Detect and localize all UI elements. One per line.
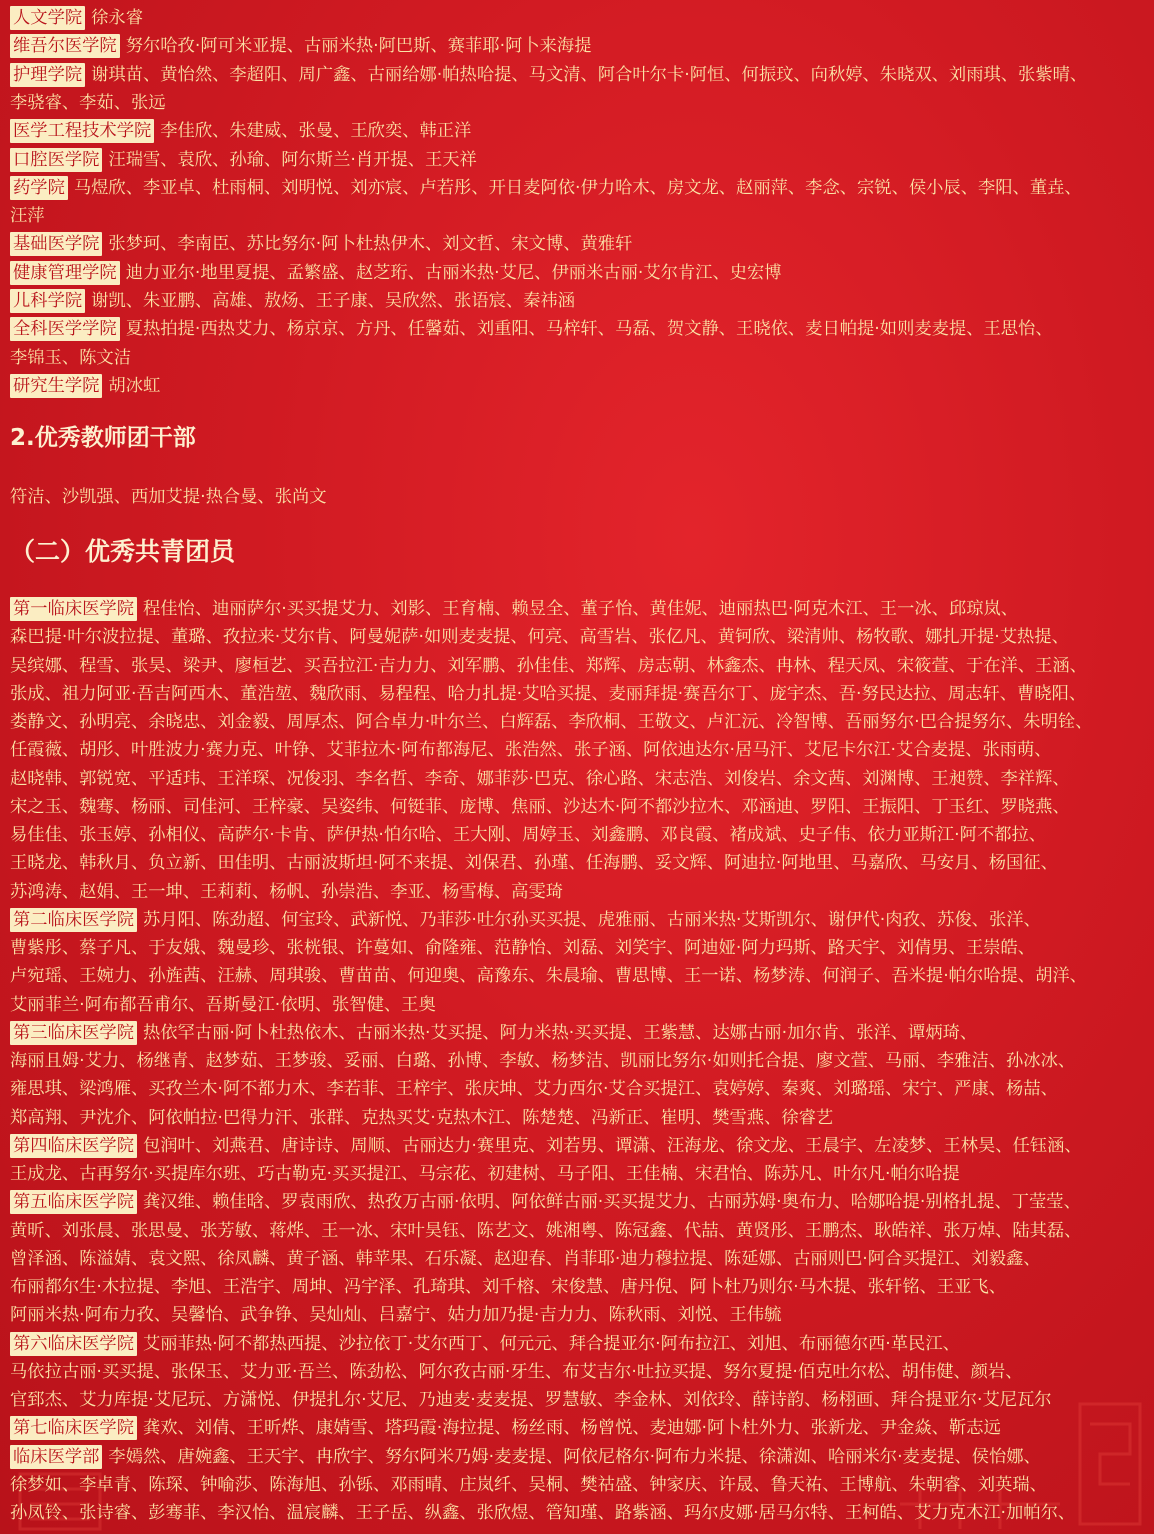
text-line (10, 962, 1148, 990)
name-list: 艾丽菲热·阿不都热西提、沙拉依丁·艾尔西丁、何元元、拜合提亚尔·阿布拉江、刘旭、布丽德尔西·革民江、 (142, 1333, 960, 1354)
text-line (10, 61, 1148, 89)
text-line (10, 1217, 1148, 1245)
college-tag: 全科医学学院 (10, 317, 120, 341)
text-line (10, 1358, 1148, 1386)
name-list: 易佳佳、张玉婷、孙相仪、高萨尔·卡肯、萨伊热·怕尔哈、王大刚、周婷玉、刘鑫鹏、邓良霞、褚成斌、史子伟、依力亚斯江·阿不都拉、 (10, 825, 1047, 845)
text-line (10, 765, 1148, 793)
college-tag: 第七临床医学院 (10, 1416, 137, 1440)
text-line (10, 708, 1148, 736)
name-list: 吴缤娜、程雪、张昊、梁尹、廖桓艺、买吾拉江·吉力力、刘军鹏、孙佳佳、郑辉、房志朝、林鑫杰、冉林、程天凤、宋筱萱、于在洋、王涵、 (10, 655, 1087, 676)
college-tag: 研究生学院 (10, 374, 102, 398)
text-line (10, 315, 1148, 343)
name-list: 胡冰虹 (108, 375, 161, 396)
college-tag: 人文学院 (10, 6, 85, 30)
text-line (10, 202, 1148, 230)
college-tag: 第四临床医学院 (10, 1134, 137, 1158)
text-line (10, 1443, 1148, 1471)
text-line (10, 1047, 1148, 1075)
college-tag: 临床医学部 (10, 1445, 102, 1469)
name-list: 徐永睿 (91, 8, 143, 28)
college-tag: 第六临床医学院 (10, 1332, 137, 1356)
text-line (10, 32, 1148, 60)
text-line (10, 878, 1148, 906)
college-tag: 医学工程技术学院 (10, 119, 154, 143)
teacher-cadres-names: 符洁、沙凯强、西加艾提·热合曼、张尚文 (10, 487, 327, 507)
name-list: 龚汉维、赖佳晗、罗袁雨欣、热孜万古丽·依明、阿依鲜古丽·买买提艾力、古丽苏姆·奥布力、哈娜哈提·别格扎提、丁莹莹、 (142, 1192, 1081, 1213)
text-line (10, 623, 1148, 651)
name-list: 汪萍 (10, 206, 45, 227)
text-line (10, 595, 1148, 623)
name-list: 谢凯、朱亚鹏、高雄、敖炀、王子康、吴欣然、张语宸、秦祎涵 (91, 291, 576, 311)
name-list: 苏鸿涛、赵娟、王一坤、王莉莉、杨帆、孙崇浩、李亚、杨雪梅、高雯琦 (10, 881, 564, 902)
text-line (10, 821, 1148, 849)
text-line (10, 849, 1148, 877)
college-tag: 第一临床医学院 (10, 597, 137, 621)
text-line (10, 652, 1148, 680)
text-line (10, 230, 1148, 258)
name-list: 官郅杰、艾力库提·艾尼玩、方潇悦、伊提扎尔·艾尼、乃迪麦·麦麦提、罗慧敏、李金林、刘依玲、薛诗韵、杨栩画、拜合提亚尔·艾尼瓦尔 (10, 1390, 1052, 1410)
college-tag: 维吾尔医学院 (10, 34, 120, 58)
text-line (10, 1019, 1148, 1047)
name-list: 卢宛瑶、王婉力、孙旌茜、汪赫、周琪骏、曹苗苗、何迎奥、高豫东、朱晨瑜、曹思博、王一诺、杨梦涛、何润子、吾米提·帕尔哈提、胡洋、 (10, 966, 1087, 987)
name-list: 阿丽米热·阿布力孜、吴馨怡、武争铮、吴灿灿、吕嘉宁、姑力加乃提·吉力力、陈秋雨、刘悦、王伟毓 (10, 1305, 782, 1326)
college-tag: 第三临床医学院 (10, 1021, 137, 1045)
text-line (10, 146, 1148, 174)
text-line (10, 793, 1148, 821)
name-list: 迪力亚尔·地里夏提、孟繁盛、赵芝珩、古丽米热·艾尼、伊丽米古丽·艾尔肯江、史宏博 (125, 262, 782, 283)
name-list: 张成、祖力阿亚·吾吉阿西木、董浩堃、魏欣雨、易程程、哈力扎提·艾哈买提、麦丽拜提·赛吾尔丁、庞宇杰、吾·努民达拉、周志轩、曹晓阳、 (10, 683, 1087, 704)
text-line (10, 1414, 1148, 1442)
section-heading-teacher-cadres: 2.优秀教师团干部 (10, 425, 196, 451)
name-list: 张梦珂、李南臣、苏比努尔·阿卜杜热伊木、刘文哲、宋文博、黄雅轩 (108, 234, 633, 255)
text-line (10, 1273, 1148, 1301)
name-list: 曹紫彤、蔡子凡、于友娥、魏曼珍、张桄银、许蔓如、俞隆雍、范静怡、刘磊、刘笑宇、阿迪娅·阿力玛斯、路天宇、刘倩男、王崇皓、 (10, 938, 1036, 958)
name-list: 汪瑞雪、袁欣、孙瑜、阿尔斯兰·肖开提、王天祥 (108, 149, 477, 170)
name-list: 夏热拍提·西热艾力、杨京京、方丹、任馨茹、刘重阳、马梓轩、马磊、贺文静、王晓依、麦日帕提·如则麦麦提、王思怡、 (125, 319, 1053, 340)
text-line (10, 117, 1148, 145)
name-list: 艾丽菲兰·阿布都吾甫尔、吾斯曼江·依明、张智健、王奥 (10, 994, 436, 1015)
text-line (10, 906, 1148, 934)
name-list: 热依罕古丽·阿卜杜热依木、古丽米热·艾买提、阿力米热·买买提、王紫慧、达娜古丽·加尔肯、张洋、谭炳琦、 (142, 1022, 978, 1043)
name-list: 包润叶、刘燕君、唐诗诗、周顺、古丽达力·赛里克、刘若男、谭潇、汪海龙、徐文龙、王晨宇、左凌梦、王林昊、任钰涵、 (142, 1135, 1082, 1156)
college-tag: 第二临床医学院 (10, 908, 137, 932)
text-line (10, 287, 1148, 315)
text-line (10, 1104, 1148, 1132)
name-list: 郑高翔、尹沈介、阿依帕拉·巴得力汗、张群、克热买艾·克热木江、陈楚楚、冯新正、崔明、樊雪燕、徐睿艺 (10, 1107, 834, 1128)
name-list: 任霞薇、胡彤、叶胜波力·赛力克、叶铮、艾菲拉木·阿布都海尼、张浩然、张子涵、阿依迪达尔·居马汗、艾尼卡尔江·艾合麦提、张雨萌、 (10, 740, 1052, 761)
name-list: 李嫣然、唐婉鑫、王天宇、冉欣宇、努尔阿米乃姆·麦麦提、阿依尼格尔·阿布力米提、徐潇洳、哈丽米尔·麦麦提、侯怡娜、 (108, 1446, 1041, 1467)
text-line (10, 259, 1148, 287)
name-list: 森巴提·叶尔波拉提、董璐、孜拉来·艾尔肯、阿曼妮萨·如则麦麦提、何亮、高雪岩、张亿凡、黄钶欣、梁清帅、杨牧歌、娜扎开提·艾热提、 (10, 627, 1069, 648)
name-list: 曾泽涵、陈溢婧、袁文熙、徐凤麟、黄子涵、韩苹果、石乐凝、赵迎春、肖菲耶·迪力穆拉提、陈延娜、古丽则巴·阿合买提江、刘毅鑫、 (10, 1248, 1041, 1269)
college-tag: 儿科学院 (10, 289, 85, 313)
college-tag: 药学院 (10, 176, 68, 200)
name-list: 王晓龙、韩秋月、负立新、田佳明、古丽波斯坦·阿不来提、刘保君、孙瑾、任海鹏、妥文辉、阿迪拉·阿地里、马嘉欣、马安月、杨国征、 (10, 853, 1058, 874)
name-list: 李锦玉、陈文洁 (10, 347, 131, 368)
text-line (10, 1160, 1148, 1188)
name-list: 苏月阳、陈劲超、何宝玲、武新悦、乃菲莎·吐尔孙买买提、虎雅丽、古丽米热·艾斯凯尔、谢伊代·肉孜、苏俊、张洋、 (142, 909, 1041, 930)
text-line (10, 1301, 1148, 1329)
name-list: 程佳怡、迪丽萨尔·买买提艾力、刘影、王育楠、赖昱全、董子怡、黄佳妮、迪丽热巴·阿克木江、王一冰、邱琼岚、 (142, 599, 1019, 619)
college-tag: 口腔医学院 (10, 148, 102, 172)
text-line (10, 736, 1148, 764)
text-line (10, 991, 1148, 1019)
name-list: 谢琪苗、黄怡然、李超阳、周广鑫、古丽给娜·帕热哈提、马文清、阿合叶尔卡·阿恒、何振玟、向秋婷、朱晓双、刘雨琪、张紫晴、 (91, 64, 1088, 85)
name-list: 布丽都尔生·木拉提、李旭、王浩宇、周坤、冯宇泽、孔琦琪、刘千榕、宋俊慧、唐丹倪、阿卜杜乃则尔·马木提、张轩铭、王亚飞、 (10, 1277, 1007, 1297)
name-list: 龚欢、刘倩、王昕烨、康婧雪、塔玛霞·海拉提、杨丝雨、杨曾悦、麦迪娜·阿卜杜外力、张新龙、尹金焱、靳志远 (142, 1418, 1001, 1439)
name-list: 李骁睿、李茹、张远 (10, 92, 166, 113)
text-line (10, 934, 1148, 962)
name-list: 徐梦如、李卓青、陈琛、钟喻莎、陈海旭、孙铄、邓雨晴、庄岚纤、吴桐、樊祜盛、钟家庆、许晟、鲁天祐、王博航、朱朝睿、刘英瑞、 (10, 1474, 1047, 1495)
college-tag: 护理学院 (10, 63, 85, 87)
text-line (10, 344, 1148, 372)
name-list: 孙凤铃、张诗睿、彭骞菲、李汉怡、温宸麟、王子岳、纵鑫、张欣煜、管知瑾、路紫涵、玛尔皮娜·居马尔特、王柯皓、艾力克木江·加帕尔、 (10, 1503, 1076, 1523)
text-line (10, 174, 1148, 202)
text-line (10, 4, 1148, 32)
name-list: 王成龙、古再努尔·买提库尔班、巧古勒克·买买提江、马宗花、初建树、马子阳、王佳楠、宋君怡、陈苏凡、叶尔凡·帕尔哈提 (10, 1164, 960, 1184)
text-line (10, 680, 1148, 708)
text-line (10, 1132, 1148, 1160)
name-list: 宋之玉、魏骞、杨丽、司佳河、王梓豪、吴姿纬、何铤菲、庞博、焦丽、沙达木·阿不都沙拉木、邓涵迪、罗阳、王振阳、丁玉红、罗晓燕、 (10, 796, 1070, 817)
name-list: 李佳欣、朱建威、张曼、王欣奕、韩正洋 (160, 121, 472, 142)
college-tag: 第五临床医学院 (10, 1190, 137, 1214)
text-line (10, 1330, 1148, 1358)
text-line (10, 1499, 1148, 1527)
text-line (10, 1075, 1148, 1103)
college-tag: 基础医学院 (10, 232, 102, 256)
text-line (10, 1188, 1148, 1216)
name-list: 娄静文、孙明亮、余晓忠、刘金毅、周厚杰、阿合卓力·叶尔兰、白辉磊、李欣桐、王敬文、卢汇沅、冷智博、吾丽努尔·巴合提努尔、朱明铨、 (10, 712, 1093, 732)
college-tag: 健康管理学院 (10, 261, 120, 285)
text-line (10, 1471, 1148, 1499)
text-line (10, 1386, 1148, 1414)
text-line (10, 89, 1148, 117)
name-list: 黄昕、刘张晨、张思曼、张芳敏、蒋烨、王一冰、宋叶昊钰、陈艺文、姚湘粤、陈冠鑫、代喆、黄贤彤、王鹏杰、耿皓祥、张万焯、陆其磊、 (10, 1220, 1082, 1241)
name-list: 赵晓韩、郭锐宽、平适玮、王洋琛、况俊羽、李名哲、李奇、娜菲莎·巴克、徐心路、宋志浩、刘俊岩、余文茜、刘渊博、王昶赞、李祥辉、 (10, 768, 1070, 789)
name-list: 马煜欣、李亚卓、杜雨桐、刘明悦、刘亦宸、卢若彤、开日麦阿依·伊力哈木、房文龙、赵丽萍、李念、宗锐、侯小辰、李阳、董垚、 (73, 177, 1082, 198)
name-list: 努尔哈孜·阿可米亚提、古丽米热·阿巴斯、赛菲耶·阿卜来海提 (125, 36, 592, 57)
name-list: 海丽且姆·艾力、杨继青、赵梦茹、王梦骏、妥丽、白璐、孙博、李敏、杨梦洁、凯丽比努尔·如则托合提、廖文萱、马丽、李雅洁、孙冰冰、 (10, 1051, 1076, 1071)
text-line (10, 372, 1148, 400)
name-list: 雍思琪、梁鸿雁、买孜兰木·阿不都力木、李若菲、王梓宇、张庆坤、艾力西尔·艾合买提江、袁婷婷、秦爽、刘璐瑶、宋宁、严康、杨喆、 (10, 1079, 1058, 1100)
section-heading-outstanding-members: （二）优秀共青团员 (10, 537, 236, 566)
name-list: 马依拉古丽·买买提、张保玉、艾力亚·吾兰、陈劲松、阿尔孜古丽·牙生、布艾吉尔·吐拉买提、努尔夏提·佰克吐尔松、胡伟健、颜岩、 (10, 1361, 1023, 1382)
text-line (10, 1245, 1148, 1273)
